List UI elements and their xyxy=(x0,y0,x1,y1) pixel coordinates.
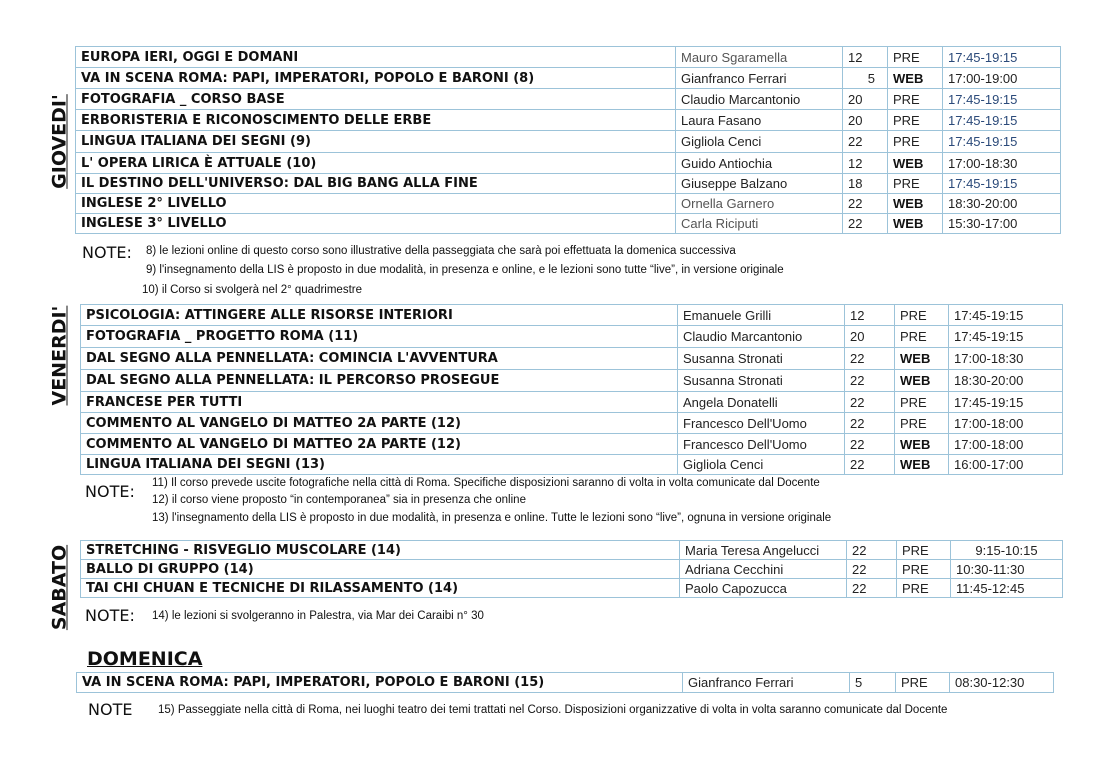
course-title: TAI CHI CHUAN E TECNICHE DI RILASSAMENTO (14) xyxy=(81,579,680,598)
table-row xyxy=(81,455,1063,475)
course-count: 22 xyxy=(843,131,888,153)
course-count: 20 xyxy=(845,326,895,348)
note-label: NOTE: xyxy=(85,606,135,625)
course-title: STRETCHING - RISVEGLIO MUSCOLARE (14) xyxy=(81,541,680,560)
note-line: 13) l'insegnamento della LIS è proposto in due modalità, in presenza e online. Tutte le lezioni sono “live”, ognuna in versione originale xyxy=(152,512,832,524)
course-time: 17:00-19:00 xyxy=(943,68,1061,89)
course-teacher: Claudio Marcantonio xyxy=(676,89,843,110)
table-row xyxy=(81,579,1063,598)
course-count: 5 xyxy=(843,68,888,89)
course-time: 17:45-19:15 xyxy=(943,89,1061,110)
course-teacher: Ornella Garnero xyxy=(676,194,843,214)
course-mode: PRE xyxy=(897,579,951,598)
course-time: 17:00-18:00 xyxy=(949,434,1063,455)
course-title: FOTOGRAFIA _ CORSO BASE xyxy=(76,89,676,110)
table-row xyxy=(76,89,1061,110)
course-time: 17:45-19:15 xyxy=(949,305,1063,326)
course-time: 17:00-18:00 xyxy=(949,413,1063,434)
course-count: 22 xyxy=(845,348,895,370)
course-teacher: Susanna Stronati xyxy=(678,370,845,392)
course-title: DAL SEGNO ALLA PENNELLATA: COMINCIA L'AVVENTURA xyxy=(81,348,678,370)
table-row xyxy=(76,153,1061,174)
course-mode: WEB xyxy=(888,194,943,214)
note-line: 9) l'insegnamento della LIS è proposto in due modalità, in presenza e online, e le lezioni sono tutte “live”, in versione originale xyxy=(146,264,784,276)
course-mode: PRE xyxy=(896,673,950,693)
day-label-domenica: DOMENICA xyxy=(87,648,203,670)
course-title: DAL SEGNO ALLA PENNELLATA: IL PERCORSO PROSEGUE xyxy=(81,370,678,392)
course-teacher: Francesco Dell'Uomo xyxy=(678,434,845,455)
course-teacher: Gianfranco Ferrari xyxy=(683,673,850,693)
note-label: NOTE: xyxy=(85,482,135,501)
course-count: 20 xyxy=(843,89,888,110)
course-count: 12 xyxy=(843,153,888,174)
day-label-giovedi: GIOVEDI' xyxy=(48,94,71,189)
note-line: 8) le lezioni online di questo corso sono illustrative della passeggiata che sarà poi effettuata la domenica successiva xyxy=(146,245,736,257)
course-time: 17:45-19:15 xyxy=(943,174,1061,194)
course-teacher: Emanuele Grilli xyxy=(678,305,845,326)
note-line: 11) Il corso prevede uscite fotografiche nella città di Roma. Specifiche disposizioni saranno di volta in volta comunicate dal Docente xyxy=(152,477,820,489)
course-time: 10:30-11:30 xyxy=(951,560,1063,579)
course-time: 11:45-12:45 xyxy=(951,579,1063,598)
course-teacher: Carla Riciputi xyxy=(676,214,843,234)
table-row xyxy=(76,131,1061,153)
course-count: 22 xyxy=(843,214,888,234)
course-count: 22 xyxy=(847,579,897,598)
course-teacher: Adriana Cecchini xyxy=(680,560,847,579)
course-mode: WEB xyxy=(895,434,949,455)
course-count: 12 xyxy=(843,47,888,68)
course-time: 18:30-20:00 xyxy=(949,370,1063,392)
course-time: 16:00-17:00 xyxy=(949,455,1063,475)
course-time: 17:45-19:15 xyxy=(943,110,1061,131)
note-label: NOTE: xyxy=(82,243,132,262)
course-count: 22 xyxy=(845,434,895,455)
course-teacher: Francesco Dell'Uomo xyxy=(678,413,845,434)
venerdi-table xyxy=(80,304,1063,475)
table-row xyxy=(81,392,1063,413)
table-row xyxy=(76,214,1061,234)
note-line: 15) Passeggiate nella città di Roma, nei luoghi teatro dei temi trattati nel Corso. Disposizioni organizzative di volta in volta saranno comunicate dal Docente xyxy=(158,704,948,716)
table-row xyxy=(76,174,1061,194)
course-title: LINGUA ITALIANA DEI SEGNI (9) xyxy=(76,131,676,153)
course-title: L' OPERA LIRICA È ATTUALE (10) xyxy=(76,153,676,174)
giovedi-table xyxy=(75,46,1061,234)
course-mode: PRE xyxy=(895,305,949,326)
course-teacher: Gigliola Cenci xyxy=(676,131,843,153)
course-title: FRANCESE PER TUTTI xyxy=(81,392,678,413)
course-title: PSICOLOGIA: ATTINGERE ALLE RISORSE INTERIORI xyxy=(81,305,678,326)
course-title: INGLESE 3° LIVELLO xyxy=(76,214,676,234)
course-mode: WEB xyxy=(888,68,943,89)
course-teacher: Gigliola Cenci xyxy=(678,455,845,475)
course-teacher: Guido Antiochia xyxy=(676,153,843,174)
course-mode: PRE xyxy=(897,541,951,560)
course-title: BALLO DI GRUPPO (14) xyxy=(81,560,680,579)
table-row xyxy=(81,541,1063,560)
table-row xyxy=(76,47,1061,68)
course-title: IL DESTINO DELL'UNIVERSO: DAL BIG BANG ALLA FINE xyxy=(76,174,676,194)
course-time: 17:45-19:15 xyxy=(949,326,1063,348)
course-title: LINGUA ITALIANA DEI SEGNI (13) xyxy=(81,455,678,475)
course-mode: WEB xyxy=(888,153,943,174)
course-mode: PRE xyxy=(888,47,943,68)
course-teacher: Laura Fasano xyxy=(676,110,843,131)
course-time: 17:45-19:15 xyxy=(943,131,1061,153)
table-row xyxy=(81,370,1063,392)
course-count: 22 xyxy=(845,455,895,475)
note-line: 12) il corso viene proposto “in contemporanea” sia in presenza che online xyxy=(152,494,526,506)
table-row xyxy=(76,110,1061,131)
course-mode: PRE xyxy=(895,392,949,413)
course-mode: PRE xyxy=(888,110,943,131)
course-teacher: Mauro Sgaramella xyxy=(676,47,843,68)
course-time: 17:45-19:15 xyxy=(943,47,1061,68)
course-mode: WEB xyxy=(895,348,949,370)
note-label: NOTE xyxy=(88,700,133,719)
note-line: 10) il Corso si svolgerà nel 2° quadrimestre xyxy=(142,284,362,296)
course-teacher: Paolo Capozucca xyxy=(680,579,847,598)
table-row xyxy=(76,194,1061,214)
course-title: INGLESE 2° LIVELLO xyxy=(76,194,676,214)
day-label-sabato: SABATO xyxy=(48,544,71,631)
course-title: COMMENTO AL VANGELO DI MATTEO 2A PARTE (12) xyxy=(81,413,678,434)
table-row xyxy=(81,560,1063,579)
course-count: 5 xyxy=(850,673,896,693)
course-mode: WEB xyxy=(888,214,943,234)
course-mode: PRE xyxy=(895,326,949,348)
course-count: 18 xyxy=(843,174,888,194)
course-count: 22 xyxy=(845,413,895,434)
table-row xyxy=(81,413,1063,434)
sabato-table xyxy=(80,540,1063,598)
course-mode: PRE xyxy=(888,131,943,153)
course-teacher: Gianfranco Ferrari xyxy=(676,68,843,89)
course-count: 12 xyxy=(845,305,895,326)
table-row xyxy=(81,348,1063,370)
course-time: 17:45-19:15 xyxy=(949,392,1063,413)
course-title: VA IN SCENA ROMA: PAPI, IMPERATORI, POPOLO E BARONI (15) xyxy=(77,673,683,693)
course-teacher: Angela Donatelli xyxy=(678,392,845,413)
domenica-table xyxy=(76,672,1054,693)
course-count: 22 xyxy=(845,392,895,413)
course-title: COMMENTO AL VANGELO DI MATTEO 2A PARTE (12) xyxy=(81,434,678,455)
course-count: 20 xyxy=(843,110,888,131)
table-row xyxy=(81,434,1063,455)
course-mode: PRE xyxy=(895,413,949,434)
course-teacher: Giuseppe Balzano xyxy=(676,174,843,194)
course-time: 17:00-18:30 xyxy=(949,348,1063,370)
course-count: 22 xyxy=(847,560,897,579)
course-count: 22 xyxy=(843,194,888,214)
note-line: 14) le lezioni si svolgeranno in Palestra, via Mar dei Caraibi n° 30 xyxy=(152,610,484,622)
table-row xyxy=(81,305,1063,326)
course-title: EUROPA IERI, OGGI E DOMANI xyxy=(76,47,676,68)
course-mode: PRE xyxy=(897,560,951,579)
course-time: 18:30-20:00 xyxy=(943,194,1061,214)
table-row xyxy=(81,326,1063,348)
course-teacher: Susanna Stronati xyxy=(678,348,845,370)
course-time: 15:30-17:00 xyxy=(943,214,1061,234)
course-time: 17:00-18:30 xyxy=(943,153,1061,174)
course-teacher: Claudio Marcantonio xyxy=(678,326,845,348)
course-mode: WEB xyxy=(895,370,949,392)
course-mode: PRE xyxy=(888,174,943,194)
course-count: 22 xyxy=(847,541,897,560)
course-mode: PRE xyxy=(888,89,943,110)
course-title: VA IN SCENA ROMA: PAPI, IMPERATORI, POPOLO E BARONI (8) xyxy=(76,68,676,89)
table-row xyxy=(76,68,1061,89)
course-mode: WEB xyxy=(895,455,949,475)
course-time: 08:30-12:30 xyxy=(950,673,1054,693)
table-row xyxy=(77,673,1054,693)
course-time: 9:15-10:15 xyxy=(951,541,1063,560)
day-label-venerdi: VENERDI' xyxy=(48,305,71,406)
course-teacher: Maria Teresa Angelucci xyxy=(680,541,847,560)
course-title: ERBORISTERIA E RICONOSCIMENTO DELLE ERBE xyxy=(76,110,676,131)
course-title: FOTOGRAFIA _ PROGETTO ROMA (11) xyxy=(81,326,678,348)
course-count: 22 xyxy=(845,370,895,392)
